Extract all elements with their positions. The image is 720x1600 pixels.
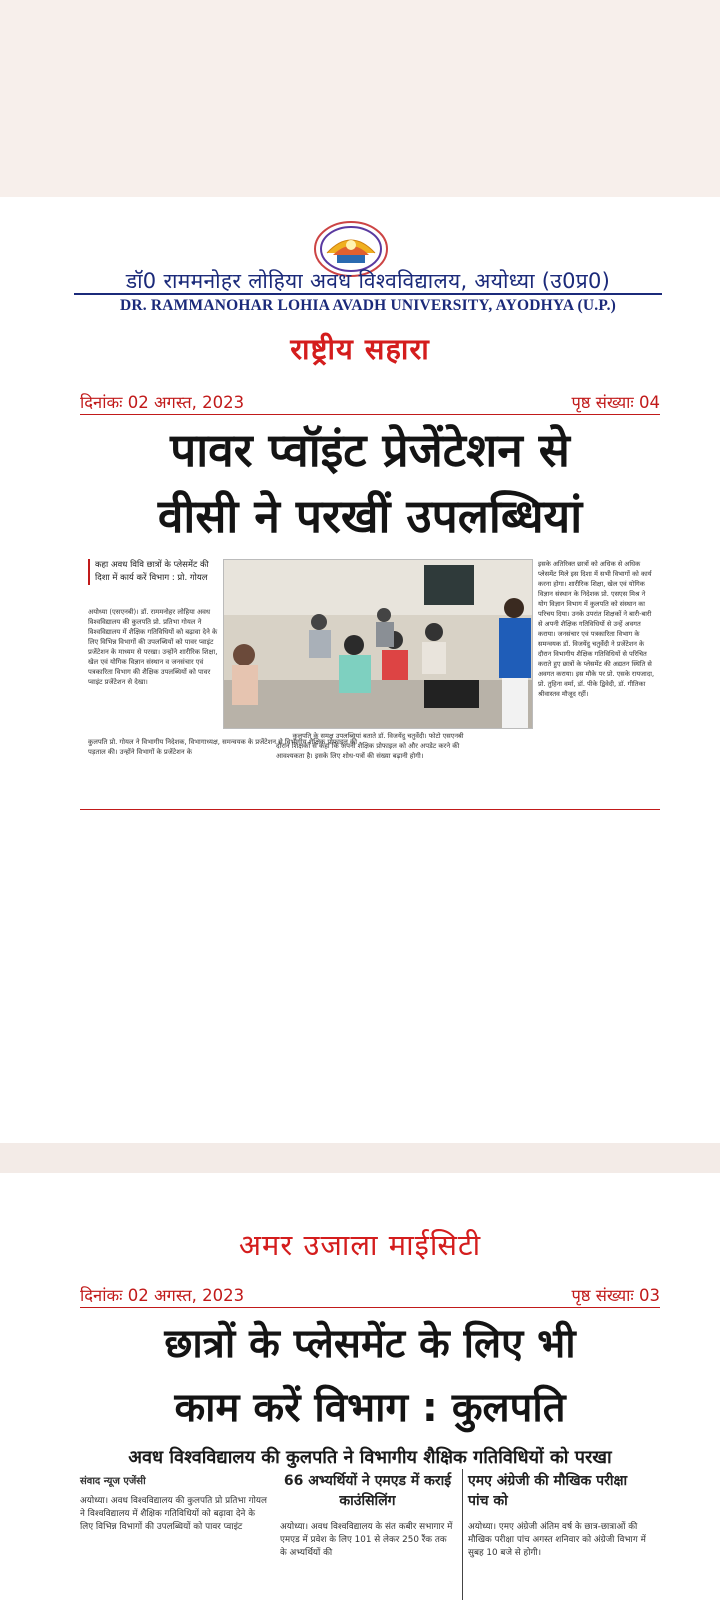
article-column-3: इसके अतिरिक्त छात्रों को अधिक से अधिक प्लेसमेंट मिले इस दिशा में सभी विभागों को कार्य करना होगा। शारीरिक शिक्षा, खेल एवं योगिक विज्ञान संस्थान के निदेशक प्रो. एसएस मिश्र ने योग विज्ञान विभाग में कुलपति को संस्थान का परिचय दिया। उनके उपरांत शिक्षकों ने बारी-बारी से अपनी शैक्षिक गतिविधियों से उन्हें अवगत कराया। जनसंचार एवं पत्रकारिता विभाग के समन्वयक डॉ. विजयेंदु चतुर्वेदी ने प्रजेंटेशन के दौरान विभागीय शैक्षिक गतिविधियों से परिचित कराते हुए छात्रों के प्लेसमेंट की अद्यतन स्थिति से अवगत कराया। इस मौके पर प्रो. एसके रायजादा, प्रो. तुहिना वर्मा, डॉ. पीके द्विवेदी, डॉ. गीतिका श्रीवास्तव मौजूद रहीं।: [538, 560, 655, 698]
box-2-text: अयोध्या। अवध विश्वविद्यालय के संत कबीर सभागार में एमएड में प्रवेश के लिए 101 से लेकर 250 रैंक तक के अभ्यर्थियों की: [280, 1522, 453, 1558]
university-name-hindi: डॉ0 राममनोहर लोहिया अवध विश्वविद्यालय, अयोध्या (उ0प्र0): [125, 269, 611, 293]
headline2-line-1: छात्रों के प्लेसमेंट के लिए भी: [164, 1321, 576, 1367]
article-bottom-rule: [80, 809, 660, 810]
news-credit: संवाद न्यूज एजेंसी: [80, 1476, 146, 1487]
clipping-page-number-2: पृष्ठ संख्याः 03: [571, 1286, 660, 1305]
meta-rule: [80, 414, 660, 415]
clipping-page-number: पृष्ठ संख्याः 04: [571, 393, 660, 412]
meta-rule-2: [80, 1307, 660, 1308]
university-name-english: DR. RAMMANOHAR LOHIA AVADH UNIVERSITY, AYODHYA (U.P.): [119, 297, 617, 314]
headline-line-2: वीसी ने परखीं उपलब्धियां: [157, 489, 583, 543]
clipping-page-1: [0, 197, 720, 1143]
university-rule: [74, 293, 662, 295]
article-kicker: कहा अवध विवि छात्रों के प्लेसमेंट की दिशा में कार्य करें विभाग : प्रो. गोयल: [88, 559, 223, 585]
box-3-title: एमए अंग्रेजी की मौखिक परीक्षा पांच को: [468, 1473, 628, 1509]
newspaper-name-2: अमर उजाला माईसिटी: [238, 1228, 482, 1262]
article-column-2: दौरान शिक्षकों से कहा कि अपनी शैक्षिक प्रोफाइल को और अपडेट करने की आवश्यकता है। इसके लिए शोध-पत्रों की संख्या बढ़ानी होगी।: [276, 742, 460, 760]
box-2-title: 66 अभ्यर्थियों ने एमएड में कराई काउंसिलिंग: [283, 1473, 452, 1509]
meta-row: [80, 390, 660, 416]
newspaper-name: राष्ट्रीय सहारा: [290, 332, 430, 366]
article2-column-1: अयोध्या। अवध विश्वविद्यालय की कुलपति प्रो प्रतिभा गोयल ने विश्वविद्यालय में शैक्षिक गतिविधियों को बढ़ावा देने के लिए विभिन्न विभागों की उपलब्धियों को पावर प्वाइंट: [80, 1496, 267, 1532]
headline-line-1: पावर प्वॉइंट प्रेजेंटेशन से: [170, 423, 570, 477]
clipping-date: दिनांकः 02 अगस्त, 2023: [80, 393, 245, 412]
separator-band: [0, 1143, 720, 1173]
box-3-text: अयोध्या। एमए अंग्रेजी अंतिम वर्ष के छात्र-छात्राओं की मौखिक परीक्षा पांच अगस्त शनिवार को अंग्रेजी विभाग में सुबह 10 बजे से होगी।: [468, 1522, 646, 1558]
meta-row-2: [80, 1283, 660, 1309]
classroom-photo-icon: [224, 560, 533, 729]
headline2-line-2: काम करें विभाग : कुलपति: [174, 1385, 566, 1431]
article-column-1: अयोध्या (एसएनबी)। डॉ. राममनोहर लोहिया अवध विश्वविद्यालय की कुलपति प्रो. प्रतिभा गोयल ने विश्वविद्यालय में शैक्षिक गतिविधियों को बढ़ावा देने के लिए विभिन्न विभागों की उपलब्धियों को पावर प्वाइंट प्रजेंटेशन के माध्यम से परखा। उन्होंने शारीरिक शिक्षा, खेल एवं योगिक विज्ञान संस्थान व जनसंचार एवं पत्रकारिता विभाग की शैक्षिक उपलब्धियों को पावर प्वाइंट प्रजेंटेशन से देखा।: [88, 608, 218, 686]
article-body: [80, 559, 660, 979]
clipping-date-2: दिनांकः 02 अगस्त, 2023: [80, 1286, 245, 1305]
photo-caption: कुलपति के समक्ष उपलब्धियां बताते डॉ. विजयेंदु चतुर्वेदी। फोटो एसएनबी: [292, 732, 464, 740]
article-column-1b: कुलपति प्रो. गोयल ने विभागीय निदेशक, विभागाध्यक्ष, समन्वयक के प्रजेंटेशन से विभागीय शैक्षिक प्रोफाइल की पड़ताल की। उन्होंने विभागों के प्रजेंटेशन के: [88, 738, 358, 756]
clipping-page-2: [0, 1173, 720, 1600]
article-photo: [223, 559, 533, 729]
column-divider: [462, 1469, 463, 1600]
top-band: [0, 0, 720, 197]
sub-headline: अवध विश्वविद्यालय की कुलपति ने विभागीय शैक्षिक गतिविधियों को परखा: [128, 1447, 612, 1468]
